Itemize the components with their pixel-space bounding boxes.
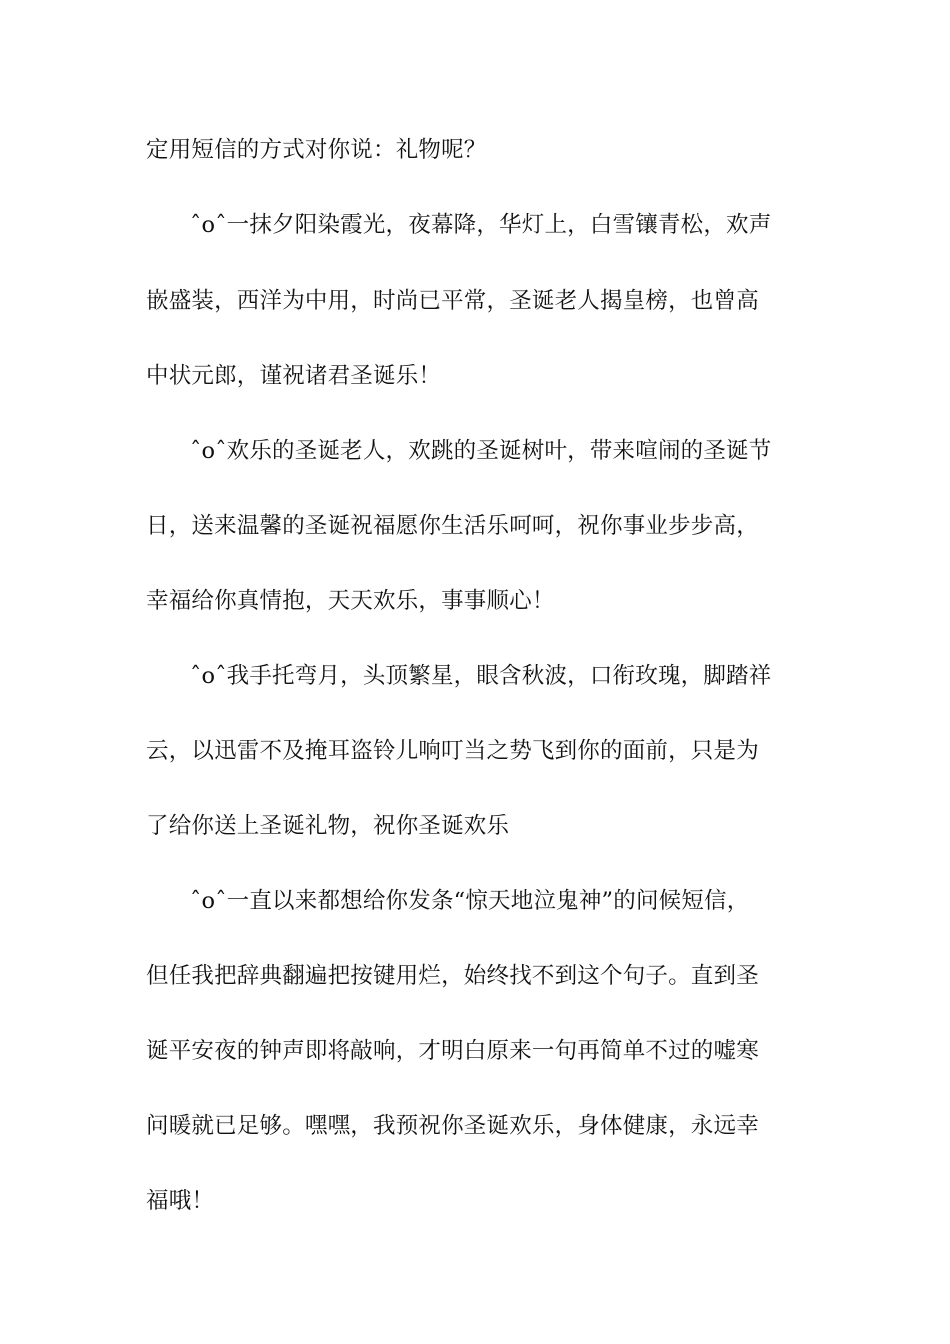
paragraph-start-line: ˆoˆ我手托弯月，头顶繁星，眼含秋波，口衔玫瑰，脚踏祥 [190, 663, 772, 689]
text-line: 中状元郎，谨祝诸君圣诞乐！ [146, 363, 442, 389]
text-line: 日，送来温馨的圣诞祝福愿你生活乐呵呵，祝你事业步步高， [146, 513, 759, 539]
paragraph-start-line: ˆoˆ欢乐的圣诞老人，欢跳的圣诞树叶，带来喧闹的圣诞节 [190, 438, 772, 464]
text-line: 云，以迅雷不及掩耳盗铃儿响叮当之势飞到你的面前，只是为 [146, 738, 759, 764]
text-line: 嵌盛装，西洋为中用，时尚已平常，圣诞老人揭皇榜，也曾高 [146, 288, 759, 314]
paragraph-start-line: ˆoˆ一直以来都想给你发条“惊天地泣鬼神”的问候短信， [190, 888, 750, 914]
text-line: 了给你送上圣诞礼物，祝你圣诞欢乐 [146, 813, 510, 839]
paragraph-start-line: ˆoˆ一抹夕阳染霞光，夜幕降，华灯上，白雪镶青松，欢声 [190, 212, 772, 238]
text-line: 定用短信的方式对你说：礼物呢？ [146, 137, 487, 163]
text-line: 幸福给你真情抱，天天欢乐，事事顺心！ [146, 588, 555, 614]
text-line: 福哦！ [146, 1188, 215, 1214]
text-line: 诞平安夜的钟声即将敲响，才明白原来一句再简单不过的嘘寒 [146, 1038, 759, 1064]
text-line: 但任我把辞典翻遍把按键用烂，始终找不到这个句子。直到圣 [146, 963, 759, 989]
text-line: 问暖就已足够。嘿嘿，我预祝你圣诞欢乐，身体健康，永远幸 [146, 1113, 759, 1139]
